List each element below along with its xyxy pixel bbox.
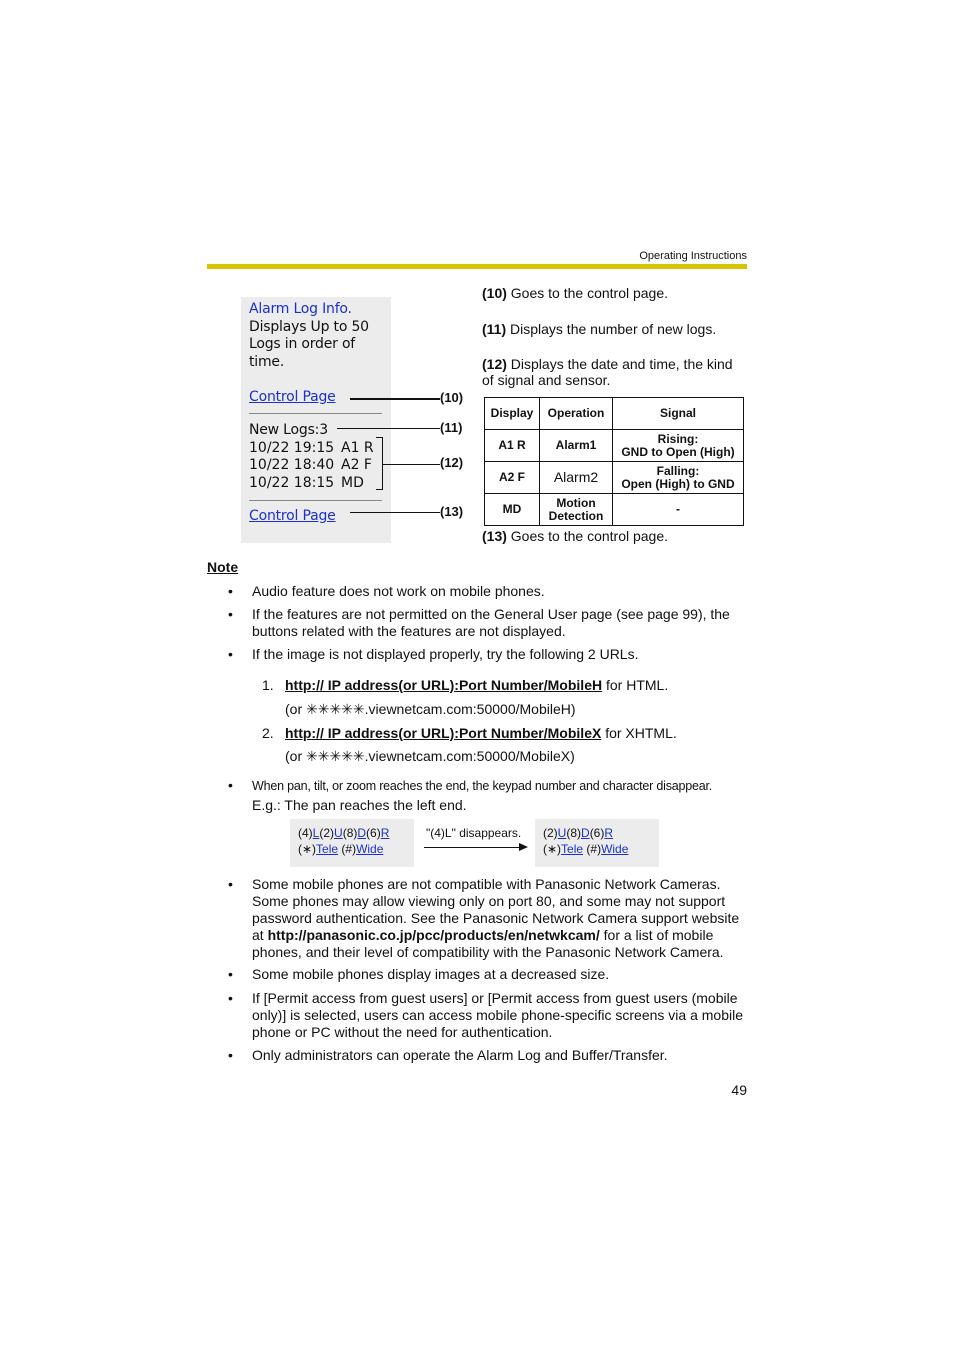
bullet-icon: •: [228, 990, 233, 1006]
url-html: http:// IP address(or URL):Port Number/MobileH for HTML.: [285, 677, 669, 693]
callout-line-12: [383, 464, 440, 465]
page-number: 49: [731, 1082, 747, 1098]
keypad-before: (4)L(2)U(8)D(6)R (∗)Tele (#)Wide: [290, 819, 414, 867]
col-operation: Operation: [540, 398, 613, 430]
arrow-label: "(4)L" disappears.: [426, 826, 522, 840]
bullet-icon: •: [228, 1047, 233, 1063]
note-item: Audio feature does not work on mobile phones.: [252, 583, 545, 599]
table-row: MD Motion Detection -: [485, 494, 744, 526]
callout-line-11: [337, 428, 440, 429]
url-html-alt: (or ✳✳✳✳✳.viewnetcam.com:50000/MobileH): [285, 701, 576, 717]
control-page-link-top[interactable]: Control Page: [249, 389, 336, 405]
callout-bracket-12-bottom: [376, 489, 383, 490]
phone-desc-3: time.: [249, 354, 285, 370]
note-item: Some mobile phones are not compatible with Panasonic Network Cameras. Some phones may allow viewing only on port 80, and some may not support password authentication. See the Panasonic Network Camera support website at http://panasonic.co.jp/pcc/products/en/netwkcam/ for a list of mobile phones, and their level of compatibility with the Panasonic Network Camera.: [252, 876, 740, 960]
bullet-icon: •: [228, 876, 233, 892]
header-label: Operating Instructions: [639, 250, 747, 262]
bullet-icon: •: [228, 777, 233, 793]
note-item: If [Permit access from guest users] or [Permit access from guest users (mobile only)] is selected, users can access mobile phone-specific screens via a mobile phone or PC without the need for authentication.: [252, 990, 744, 1040]
log-entry: 10/22 18:15 MD: [249, 475, 364, 491]
callout-line-10: [350, 398, 440, 400]
url-xhtml: http:// IP address(or URL):Port Number/MobileX for XHTML.: [285, 725, 677, 741]
description-11: (11) Displays the number of new logs.: [482, 321, 717, 337]
note-item: Only administrators can operate the Alarm Log and Buffer/Transfer.: [252, 1047, 668, 1063]
callout-10: (10): [440, 390, 464, 405]
description-10: (10) Goes to the control page.: [482, 285, 669, 301]
callout-13: (13): [440, 504, 464, 519]
url-xhtml-alt: (or ✳✳✳✳✳.viewnetcam.com:50000/MobileX): [285, 748, 575, 764]
note-item: Some mobile phones display images at a decreased size.: [252, 966, 610, 982]
url-number: 2.: [262, 725, 274, 741]
callout-bracket-12-top: [376, 437, 383, 438]
callout-line-13: [350, 512, 440, 513]
arrow-right-icon: [519, 843, 528, 851]
callout-11: (11): [440, 420, 463, 435]
url-number: 1.: [262, 677, 274, 693]
log-entry: 10/22 19:15 A1 R: [249, 440, 374, 456]
description-12: (12) Displays the date and time, the kind of signal and sensor.: [482, 356, 733, 388]
signal-table: [484, 397, 744, 526]
table-row: A1 R Alarm1 Rising: GND to Open (High): [485, 430, 744, 462]
phone-desc-2: Logs in order of: [249, 336, 356, 352]
note-item: If the image is not displayed properly, try the following 2 URLs.: [252, 646, 639, 662]
bullet-icon: •: [228, 646, 233, 662]
phone-title: Alarm Log Info.: [249, 301, 352, 317]
phone-desc-1: Displays Up to 50: [249, 319, 369, 335]
note-item: If the features are not permitted on the General User page (see page 99), the buttons related with the features are not displayed.: [252, 606, 730, 639]
arrow-line: [424, 847, 524, 848]
col-signal: Signal: [613, 398, 744, 430]
header-rule: [207, 264, 747, 269]
col-display: Display: [485, 398, 540, 430]
bullet-icon: •: [228, 606, 233, 622]
note-item: When pan, tilt, or zoom reaches the end, the keypad number and character disappear.: [252, 779, 713, 793]
note-title: Note: [207, 559, 239, 575]
bullet-icon: •: [228, 966, 233, 982]
note-example: E.g.: The pan reaches the left end.: [252, 797, 467, 813]
callout-bracket-12: [382, 437, 383, 490]
keypad-after: (2)U(8)D(6)R (∗)Tele (#)Wide: [535, 819, 659, 867]
control-page-link-bottom[interactable]: Control Page: [249, 508, 336, 524]
new-logs-count: New Logs:3: [249, 422, 328, 438]
description-13: (13) Goes to the control page.: [482, 528, 669, 544]
table-row: A2 F Alarm2 Falling: Open (High) to GND: [485, 462, 744, 494]
callout-12: (12): [440, 455, 464, 470]
divider: [249, 500, 382, 501]
log-entry: 10/22 18:40 A2 F: [249, 457, 372, 473]
phone-screen: [241, 297, 391, 543]
bullet-icon: •: [228, 583, 233, 599]
table-header-row: [485, 398, 744, 430]
divider: [249, 413, 382, 414]
